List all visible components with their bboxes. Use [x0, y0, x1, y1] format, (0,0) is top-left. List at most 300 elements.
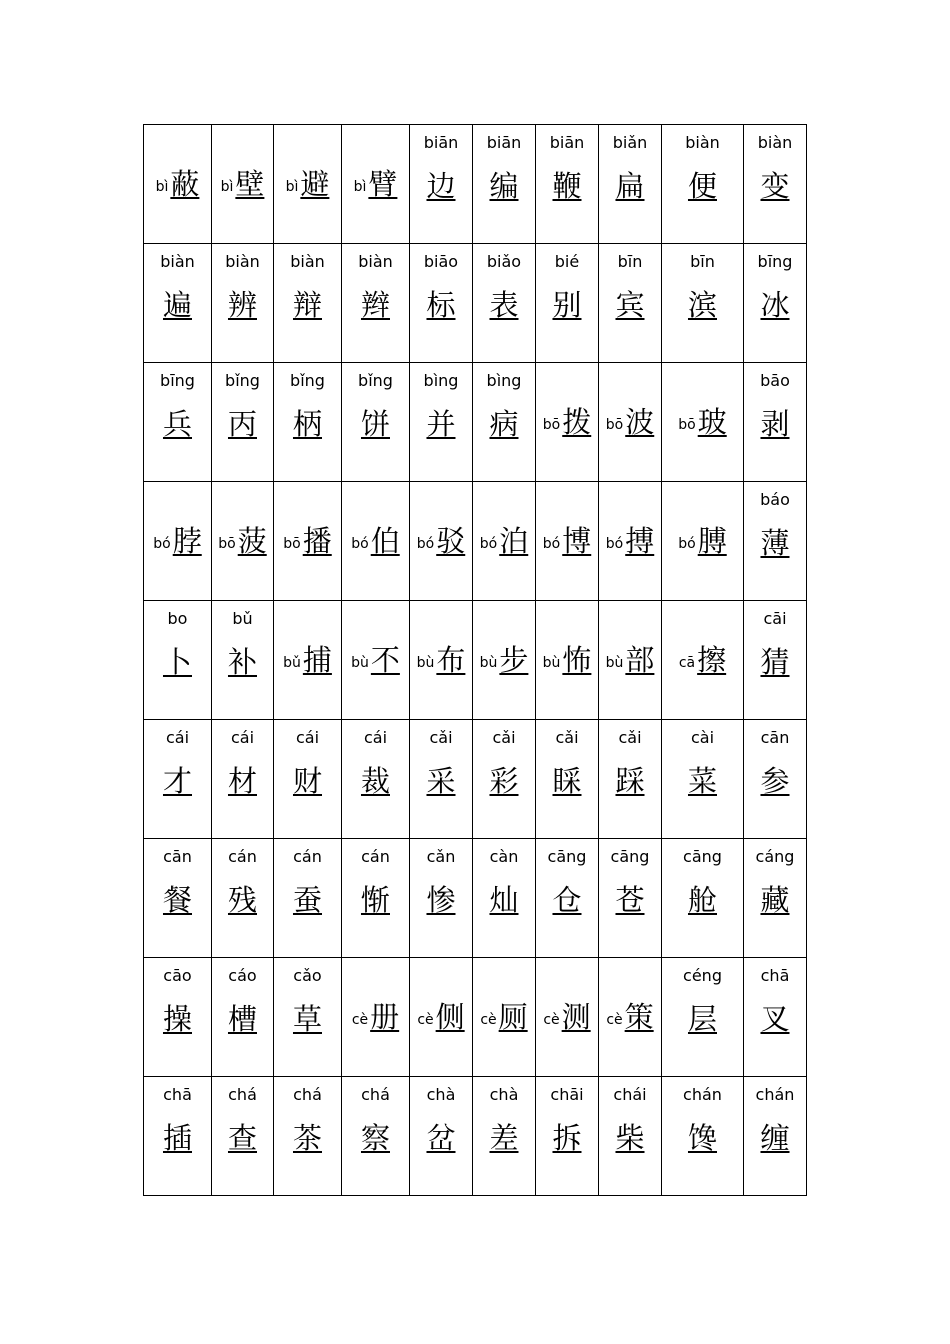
hanzi-character: 惭	[360, 883, 390, 917]
character-cell	[599, 482, 662, 601]
hanzi-character: 采	[426, 764, 456, 798]
character-cell	[274, 720, 342, 839]
pinyin-label: bì	[353, 179, 367, 195]
cell-content	[144, 125, 211, 243]
character-cell	[212, 244, 274, 363]
cell-content	[212, 125, 273, 243]
pinyin-label: biān	[423, 133, 459, 152]
cell-content	[744, 363, 806, 481]
pinyin-label: cāi	[763, 609, 787, 628]
pinyin-label: cè	[606, 1012, 623, 1028]
character-cell	[342, 363, 410, 482]
character-cell	[342, 482, 410, 601]
hanzi-character: 玻	[697, 405, 727, 439]
pinyin-label: biàn	[685, 133, 720, 152]
character-cell	[536, 482, 599, 601]
character-cell	[473, 839, 536, 958]
hanzi-character: 擦	[697, 643, 727, 677]
character-cell	[599, 958, 662, 1077]
character-cell	[144, 125, 212, 244]
pinyin-label: chá	[293, 1085, 322, 1104]
cell-content	[599, 958, 661, 1076]
grid-row	[144, 958, 807, 1077]
character-cell	[662, 720, 744, 839]
pinyin-label: chá	[361, 1085, 390, 1104]
pinyin-label: cāo	[163, 966, 192, 985]
cell-content	[536, 244, 598, 362]
grid-row	[144, 125, 807, 244]
hanzi-character: 伯	[370, 524, 400, 558]
cell-content	[342, 125, 409, 243]
cell-content	[274, 1077, 341, 1195]
pinyin-label: biān	[549, 133, 585, 152]
cell-content	[473, 363, 535, 481]
character-cell	[342, 125, 410, 244]
character-cell	[744, 482, 807, 601]
hanzi-character: 驳	[436, 524, 466, 558]
cell-content	[410, 482, 472, 600]
hanzi-character: 层	[687, 1002, 717, 1036]
character-cell	[274, 363, 342, 482]
cell-content	[536, 839, 598, 957]
grid-row	[144, 244, 807, 363]
pinyin-label: cái	[295, 728, 320, 747]
cell-content	[473, 601, 535, 719]
hanzi-character: 彩	[489, 764, 519, 798]
cell-content	[342, 244, 409, 362]
character-cell	[274, 125, 342, 244]
pinyin-label: cǎi	[492, 728, 516, 747]
hanzi-character: 叉	[760, 1002, 790, 1036]
hanzi-character: 侧	[435, 1000, 465, 1034]
character-cell	[144, 363, 212, 482]
cell-content	[144, 244, 211, 362]
cell-content	[342, 958, 409, 1076]
pinyin-label: bīng	[160, 371, 195, 390]
pinyin-label: chái	[613, 1085, 647, 1104]
cell-content	[342, 601, 409, 719]
cell-content	[274, 482, 341, 600]
character-cell	[473, 601, 536, 720]
character-cell	[144, 601, 212, 720]
hanzi-character: 滨	[687, 288, 717, 322]
pinyin-label: chán	[755, 1085, 795, 1104]
character-cell	[274, 958, 342, 1077]
hanzi-character: 步	[499, 643, 529, 677]
pinyin-label: bù	[416, 655, 435, 671]
hanzi-character: 插	[162, 1121, 192, 1155]
character-cell	[473, 482, 536, 601]
hanzi-character: 草	[292, 1002, 322, 1036]
cell-content	[212, 1077, 273, 1195]
pinyin-label: biān	[486, 133, 522, 152]
cell-content	[599, 125, 661, 243]
character-cell	[274, 601, 342, 720]
hanzi-character: 惨	[426, 883, 456, 917]
pinyin-label: bìng	[486, 371, 522, 390]
character-cell	[662, 601, 744, 720]
cell-content	[744, 244, 806, 362]
hanzi-character: 拨	[562, 405, 592, 439]
hanzi-character: 边	[426, 169, 456, 203]
cell-content	[144, 720, 211, 838]
hanzi-character: 操	[162, 1002, 192, 1036]
pinyin-label: bīn	[617, 252, 643, 271]
hanzi-character: 缠	[760, 1121, 790, 1155]
hanzi-character: 播	[302, 524, 332, 558]
pinyin-label: bù	[351, 655, 369, 671]
cell-content	[599, 839, 661, 957]
cell-content	[342, 839, 409, 957]
hanzi-character: 怖	[562, 643, 592, 677]
character-cell	[744, 363, 807, 482]
pinyin-label: bìng	[423, 371, 459, 390]
character-cell	[744, 720, 807, 839]
hanzi-character: 病	[489, 407, 519, 441]
pinyin-label: chā	[760, 966, 790, 985]
pinyin-label: biàn	[160, 252, 195, 271]
hanzi-character: 壁	[235, 167, 265, 201]
character-cell	[144, 482, 212, 601]
hanzi-character: 柴	[615, 1121, 645, 1155]
hanzi-character: 并	[426, 407, 456, 441]
character-cell	[744, 839, 807, 958]
hanzi-character: 扁	[615, 169, 645, 203]
cell-content	[274, 601, 341, 719]
pinyin-label: biāo	[423, 252, 459, 271]
character-cell	[662, 1077, 744, 1196]
pinyin-label: cāng	[547, 847, 587, 866]
hanzi-character: 残	[227, 883, 257, 917]
hanzi-character: 册	[370, 1000, 400, 1034]
character-cell	[410, 1077, 473, 1196]
cell-content	[473, 125, 535, 243]
cell-content	[599, 363, 661, 481]
hanzi-character: 别	[552, 288, 582, 322]
pinyin-label: bo	[167, 609, 188, 628]
pinyin-label: biàn	[225, 252, 260, 271]
character-cell	[599, 1077, 662, 1196]
cell-content	[212, 482, 273, 600]
pinyin-label: bì	[220, 179, 234, 195]
cell-content	[599, 1077, 661, 1195]
hanzi-character: 柄	[292, 407, 322, 441]
hanzi-character: 踩	[615, 764, 645, 798]
pinyin-label: bù	[479, 655, 498, 671]
pinyin-label: biàn	[290, 252, 325, 271]
pinyin-label: cā	[678, 655, 696, 671]
hanzi-character: 膊	[697, 524, 727, 558]
cell-content	[410, 601, 472, 719]
character-cell	[599, 125, 662, 244]
character-cell	[342, 1077, 410, 1196]
character-cell	[410, 125, 473, 244]
pinyin-label: céng	[683, 966, 722, 985]
pinyin-label: bō	[678, 417, 696, 433]
character-cell	[144, 720, 212, 839]
cell-content	[744, 601, 806, 719]
hanzi-character: 脖	[172, 524, 202, 558]
cell-content	[274, 125, 341, 243]
pinyin-label: cān	[760, 728, 790, 747]
pinyin-label: chán	[683, 1085, 722, 1104]
hanzi-character: 苍	[615, 883, 645, 917]
hanzi-character: 察	[360, 1121, 390, 1155]
cell-content	[410, 125, 472, 243]
pinyin-label: cán	[361, 847, 390, 866]
character-cell	[144, 244, 212, 363]
cell-content	[274, 244, 341, 362]
character-cell	[410, 601, 473, 720]
character-cell	[410, 720, 473, 839]
pinyin-label: chāi	[550, 1085, 584, 1104]
cell-content	[473, 839, 535, 957]
character-cell	[536, 601, 599, 720]
pinyin-label: cǎn	[426, 847, 456, 866]
character-cell	[144, 839, 212, 958]
cell-content	[144, 482, 211, 600]
character-cell	[212, 482, 274, 601]
hanzi-character: 辫	[360, 288, 390, 322]
pinyin-label: chà	[489, 1085, 519, 1104]
cell-content	[144, 839, 211, 957]
character-cell	[744, 958, 807, 1077]
cell-content	[144, 958, 211, 1076]
pinyin-label: cāng	[683, 847, 722, 866]
pinyin-label: bō	[542, 417, 561, 433]
grid-row	[144, 601, 807, 720]
character-cell	[274, 1077, 342, 1196]
character-cell	[410, 839, 473, 958]
character-cell	[599, 601, 662, 720]
cell-content	[212, 244, 273, 362]
cell-content	[274, 839, 341, 957]
cell-content	[744, 482, 806, 600]
character-cell	[212, 601, 274, 720]
hanzi-character: 猜	[760, 645, 790, 679]
pinyin-label: bō	[605, 417, 624, 433]
cell-content	[662, 601, 743, 719]
cell-content	[662, 363, 743, 481]
pinyin-label: cè	[417, 1012, 434, 1028]
character-cell	[212, 1077, 274, 1196]
hanzi-character: 灿	[489, 883, 519, 917]
cell-content	[144, 363, 211, 481]
cell-content	[473, 720, 535, 838]
hanzi-character: 茶	[292, 1121, 322, 1155]
cell-content	[473, 482, 535, 600]
hanzi-character: 槽	[227, 1002, 257, 1036]
hanzi-character: 冰	[760, 288, 790, 322]
hanzi-character: 标	[426, 288, 456, 322]
pinyin-label: cán	[228, 847, 257, 866]
cell-content	[744, 839, 806, 957]
hanzi-character: 舱	[687, 883, 717, 917]
character-cell	[662, 363, 744, 482]
hanzi-character: 补	[227, 645, 257, 679]
cell-content	[274, 720, 341, 838]
character-cell	[274, 244, 342, 363]
hanzi-character: 查	[227, 1121, 257, 1155]
character-cell	[599, 244, 662, 363]
hanzi-character: 宾	[615, 288, 645, 322]
hanzi-character: 才	[162, 764, 192, 798]
cell-content	[536, 720, 598, 838]
pinyin-label: bǔ	[232, 609, 253, 628]
hanzi-character: 饼	[360, 407, 390, 441]
character-cell	[212, 125, 274, 244]
hanzi-character: 薄	[760, 526, 790, 560]
cell-content	[410, 958, 472, 1076]
character-cell	[212, 958, 274, 1077]
character-cell	[744, 601, 807, 720]
pinyin-label: cáo	[228, 966, 257, 985]
cell-content	[410, 720, 472, 838]
hanzi-character: 馋	[687, 1121, 717, 1155]
cell-content	[662, 1077, 743, 1195]
hanzi-character: 蚕	[292, 883, 322, 917]
cell-content	[744, 125, 806, 243]
character-cell	[599, 363, 662, 482]
cell-content	[662, 839, 743, 957]
pinyin-label: bì	[285, 179, 299, 195]
cell-content	[274, 958, 341, 1076]
grid-row	[144, 720, 807, 839]
hanzi-character: 变	[760, 169, 790, 203]
character-cell	[410, 958, 473, 1077]
pinyin-label: báo	[760, 490, 790, 509]
hanzi-character: 材	[227, 764, 257, 798]
pinyin-label: bǐng	[290, 371, 325, 390]
hanzi-character: 菠	[237, 524, 267, 558]
character-cell	[536, 839, 599, 958]
cell-content	[212, 363, 273, 481]
hanzi-character: 避	[300, 167, 330, 201]
pinyin-label: cè	[543, 1012, 560, 1028]
cell-content	[744, 720, 806, 838]
hanzi-character: 厕	[498, 1000, 528, 1034]
character-cell	[274, 482, 342, 601]
hanzi-character: 辩	[292, 288, 322, 322]
character-cell	[473, 720, 536, 839]
cell-content	[536, 1077, 598, 1195]
hanzi-character: 睬	[552, 764, 582, 798]
hanzi-character: 鞭	[552, 169, 582, 203]
character-cell	[662, 839, 744, 958]
pinyin-label: cái	[363, 728, 388, 747]
grid-row	[144, 839, 807, 958]
hanzi-character: 丙	[227, 407, 257, 441]
character-cell	[536, 958, 599, 1077]
character-cell	[536, 363, 599, 482]
hanzi-character: 参	[760, 764, 790, 798]
hanzi-character: 策	[624, 1000, 654, 1034]
pinyin-label: biǎo	[486, 252, 522, 271]
pinyin-label: bó	[542, 536, 561, 552]
pinyin-label: cǎi	[429, 728, 453, 747]
character-cell	[536, 244, 599, 363]
hanzi-character: 兵	[162, 407, 192, 441]
pinyin-label: cǎi	[618, 728, 642, 747]
cell-content	[662, 958, 743, 1076]
pinyin-label: bīng	[757, 252, 793, 271]
character-cell	[536, 720, 599, 839]
character-cell	[536, 1077, 599, 1196]
pinyin-label: chà	[426, 1085, 456, 1104]
pinyin-label: bīn	[690, 252, 715, 271]
pinyin-label: cái	[165, 728, 190, 747]
character-cell	[274, 839, 342, 958]
pinyin-label: cè	[351, 1012, 369, 1028]
pinyin-label: chā	[163, 1085, 192, 1104]
hanzi-character: 臂	[368, 167, 398, 201]
cell-content	[536, 125, 598, 243]
hanzi-character: 便	[687, 169, 717, 203]
cell-content	[410, 1077, 472, 1195]
cell-content	[212, 958, 273, 1076]
cell-content	[212, 720, 273, 838]
character-cell	[473, 1077, 536, 1196]
character-cell	[473, 244, 536, 363]
pinyin-label: biǎn	[612, 133, 648, 152]
cell-content	[662, 482, 743, 600]
cell-content	[599, 244, 661, 362]
pinyin-label: biàn	[757, 133, 793, 152]
pinyin-label: cāng	[610, 847, 650, 866]
pinyin-label: cè	[480, 1012, 497, 1028]
hanzi-character: 拆	[552, 1121, 582, 1155]
cell-content	[599, 601, 661, 719]
pinyin-label: cán	[293, 847, 322, 866]
hanzi-character: 泊	[499, 524, 529, 558]
cell-content	[410, 839, 472, 957]
hanzi-character: 剥	[760, 407, 790, 441]
grid-row	[144, 482, 807, 601]
cell-content	[662, 125, 743, 243]
grid-row	[144, 363, 807, 482]
hanzi-character: 遍	[162, 288, 192, 322]
character-cell	[212, 839, 274, 958]
cell-content	[342, 720, 409, 838]
cell-content	[662, 244, 743, 362]
character-cell	[473, 125, 536, 244]
hanzi-character: 布	[436, 643, 466, 677]
character-cell	[662, 244, 744, 363]
character-cell	[473, 958, 536, 1077]
pinyin-label: cǎi	[555, 728, 579, 747]
cell-content	[473, 1077, 535, 1195]
pinyin-label: bì	[155, 179, 169, 195]
hanzi-character: 裁	[360, 764, 390, 798]
character-cell	[342, 720, 410, 839]
grid-body	[144, 125, 807, 1196]
hanzi-character: 菜	[687, 764, 717, 798]
pinyin-label: bó	[605, 536, 624, 552]
character-cell	[744, 125, 807, 244]
hanzi-character: 藏	[760, 883, 790, 917]
character-cell	[744, 244, 807, 363]
hanzi-character: 辨	[227, 288, 257, 322]
character-cell	[212, 363, 274, 482]
pinyin-label: bó	[153, 536, 171, 552]
character-cell	[410, 363, 473, 482]
pinyin-label: bō	[283, 536, 301, 552]
pinyin-label: bǐng	[225, 371, 260, 390]
pinyin-label: càn	[489, 847, 519, 866]
pinyin-label: bó	[479, 536, 498, 552]
pinyin-label: bié	[554, 252, 580, 271]
character-cell	[662, 125, 744, 244]
